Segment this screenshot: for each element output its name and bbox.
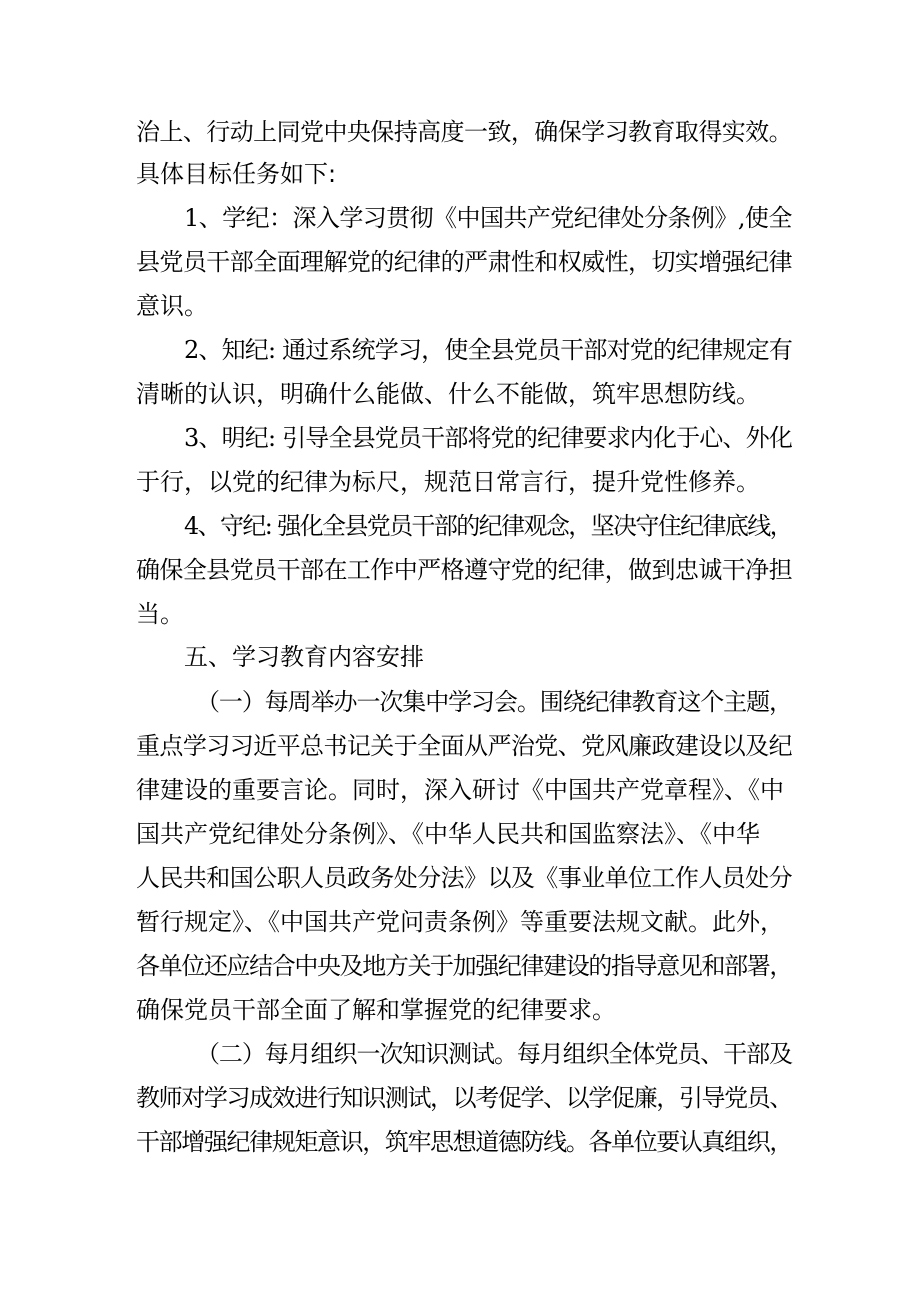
item-1-line: 暂行规定》、《中国共产党问责条例》等重要法规文献。此外， (136, 908, 784, 936)
goal-2-line: 2、知纪: 通过系统学习，使全县党员干部对党的纪律规定有 (184, 336, 793, 364)
item-1-line: 国共产党纪律处分条例》、《中华人民共和国监察法》、《中华 (136, 820, 760, 848)
item-2-line: （二）每月组织一次知识测试。每月组织全体党员、干部及 (196, 1040, 792, 1068)
item-1-line: 律建设的重要言论。同时，深入研讨《中国共产党章程》、《中 (136, 776, 784, 804)
intro-line: 治上、行动上同党中央保持高度一致，确保学习教育取得实效。 (136, 118, 793, 146)
goal-1-line: 1、学纪：深入学习贯彻《中国共产党纪律处分条例》,使全 (184, 204, 792, 232)
intro-line: 具体目标任务如下: (136, 160, 337, 188)
goal-4-line: 当。 (136, 600, 184, 628)
goal-1-line: 县党员干部全面理解党的纪律的严肃性和权威性，切实增强纪律 (136, 248, 793, 276)
goal-2-line: 清晰的认识，明确什么能做、什么不能做，筑牢思想防线。 (136, 380, 760, 408)
goal-1-line: 意识。 (136, 292, 208, 320)
section-heading: 五、学习教育内容安排 (184, 643, 424, 671)
item-1-line: （一）每周举办一次集中学习会。围绕纪律教育这个主题， (196, 688, 792, 716)
goal-4-line: 4、守纪: 强化全县党员干部的纪律观念，坚决守住纪律底线， (184, 512, 793, 540)
item-2-line: 干部增强纪律规矩意识，筑牢思想道德防线。各单位要认真组织， (136, 1128, 792, 1156)
item-1-line: 各单位还应结合中央及地方关于加强纪律建设的指导意见和部署， (136, 952, 792, 980)
item-1-line: 重点学习习近平总书记关于全面从严治党、党风廉政建设以及纪 (136, 732, 793, 760)
goal-4-line: 确保全县党员干部在工作中严格遵守党的纪律，做到忠诚干净担 (136, 556, 793, 584)
goal-3-line: 于行，以党的纪律为标尺，规范日常言行，提升党性修养。 (136, 468, 760, 496)
item-2-line: 教师对学习成效进行知识测试，以考促学、以学促廉，引导党员、 (136, 1084, 792, 1112)
item-1-line: 人民共和国公职人员政务处分法》以及《事业单位工作人员处分 (136, 864, 793, 892)
item-1-line: 确保党员干部全面了解和掌握党的纪律要求。 (136, 996, 616, 1024)
goal-3-line: 3、明纪: 引导全县党员干部将党的纪律要求内化于心、外化 (184, 424, 793, 452)
